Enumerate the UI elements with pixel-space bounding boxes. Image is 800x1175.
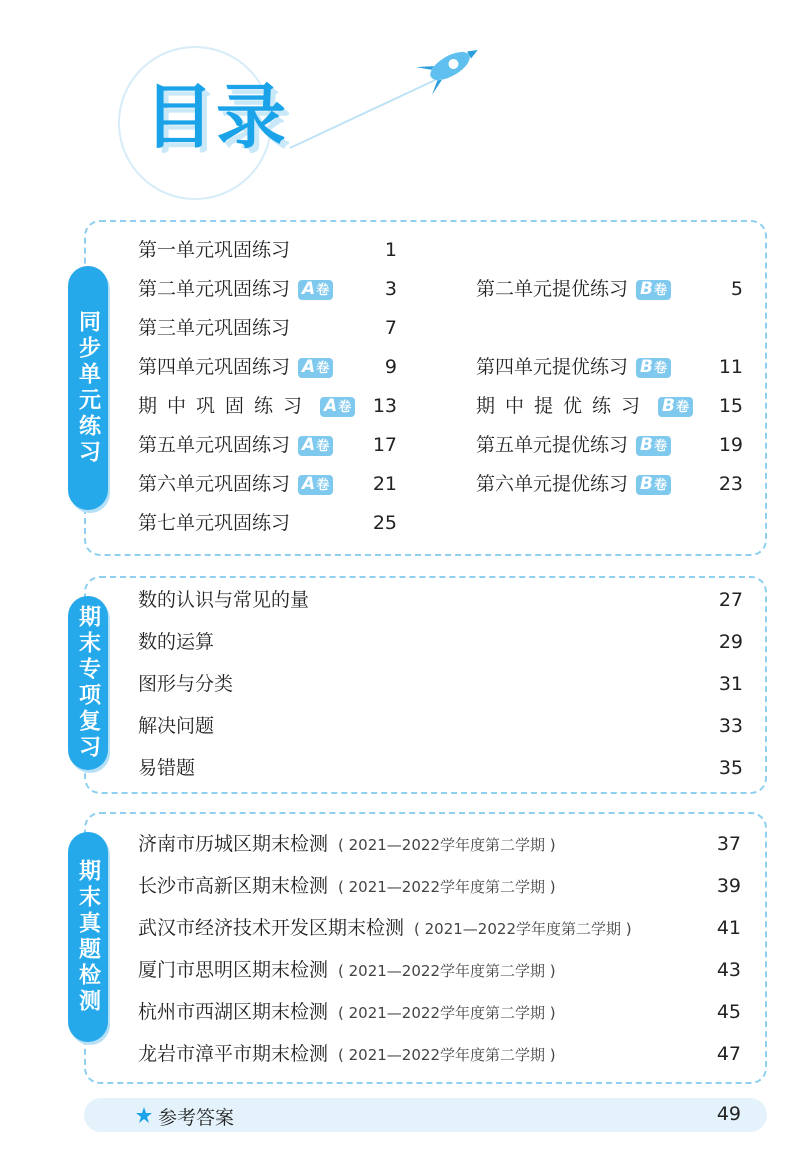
toc-page-number: 5	[730, 278, 743, 300]
volume-badge-text: 卷	[653, 439, 667, 454]
toc-page-number: 23	[718, 473, 743, 495]
toc-entry[interactable]	[138, 511, 290, 535]
volume-badge-letter: B	[662, 396, 675, 416]
volume-badge-text: 卷	[316, 439, 330, 454]
toc-entry[interactable]	[138, 355, 333, 379]
answers-label: 参考答案	[158, 1107, 235, 1129]
section-tab: 期末真题检测	[68, 832, 108, 1042]
rocket-icon	[416, 36, 486, 95]
volume-badge	[298, 436, 333, 456]
volume-badge-text: 卷	[653, 361, 667, 376]
toc-entry[interactable]	[138, 672, 233, 696]
toc-page-number: 35	[718, 757, 743, 779]
page-title: 目录	[144, 76, 288, 158]
term-note: ( 2021—2022学年度第二学期 )	[338, 836, 556, 854]
volume-badge	[298, 358, 333, 378]
toc-page-number: 39	[716, 875, 741, 897]
volume-badge	[636, 475, 671, 495]
volume-badge	[636, 280, 671, 300]
toc-page-number: 17	[372, 434, 397, 456]
toc-entry-label: 长沙市高新区期末检测	[138, 875, 329, 897]
volume-badge-letter: B	[640, 435, 653, 455]
volume-badge	[320, 397, 355, 417]
toc-page-number: 15	[718, 395, 743, 417]
volume-badge-text: 卷	[675, 400, 689, 415]
rocket-trail-line	[290, 74, 448, 148]
toc-page-number: 47	[716, 1043, 741, 1065]
volume-badge	[636, 358, 671, 378]
toc-page-number: 25	[372, 512, 397, 534]
answers-bar[interactable]	[84, 1098, 767, 1132]
toc-page-number: 7	[384, 317, 397, 339]
toc-entry[interactable]	[138, 588, 309, 612]
toc-entry[interactable]	[138, 756, 195, 780]
volume-badge-text: 卷	[316, 478, 330, 493]
toc-entry[interactable]	[138, 238, 290, 262]
volume-badge	[636, 436, 671, 456]
toc-entry-label: 易错题	[138, 757, 196, 779]
rocket-decoration	[0, 0, 800, 200]
toc-page-number: 27	[718, 589, 743, 611]
toc-page-number: 41	[716, 917, 741, 939]
volume-badge-text: 卷	[316, 283, 330, 298]
toc-entry-label: 济南市历城区期末检测	[138, 833, 329, 855]
toc-entry[interactable]	[138, 714, 214, 738]
toc-page-number: 33	[718, 715, 743, 737]
toc-entry-label: 第五单元提优练习	[476, 434, 629, 456]
toc-page-number: 1	[384, 239, 397, 261]
section-tab: 期末专项复习	[68, 596, 108, 770]
toc-entry-label: 第五单元巩固练习	[138, 434, 291, 456]
toc-entry[interactable]	[138, 316, 290, 340]
toc-entry[interactable]	[476, 394, 693, 418]
toc-entry-label: 第一单元巩固练习	[138, 239, 291, 261]
toc-entry[interactable]	[138, 433, 333, 457]
toc-page-number: 3	[384, 278, 397, 300]
section-sync-units	[75, 220, 767, 556]
volume-badge-letter: A	[324, 396, 338, 416]
toc-entry-label: 第六单元巩固练习	[138, 473, 291, 495]
toc-entry-label: 第六单元提优练习	[476, 473, 629, 495]
volume-badge-text: 卷	[316, 361, 330, 376]
toc-page-number: 9	[384, 356, 397, 378]
toc-entry-label: 第七单元巩固练习	[138, 512, 291, 534]
toc-entry[interactable]	[138, 916, 632, 941]
toc-entry[interactable]	[476, 277, 671, 301]
term-note: ( 2021—2022学年度第二学期 )	[338, 1046, 556, 1064]
toc-entry[interactable]	[138, 832, 556, 857]
volume-badge	[658, 397, 693, 417]
toc-entry[interactable]	[138, 394, 355, 418]
volume-badge-letter: B	[640, 357, 653, 377]
toc-page-number: 43	[716, 959, 741, 981]
toc-entry[interactable]	[138, 1042, 556, 1067]
volume-badge-letter: A	[302, 357, 316, 377]
volume-badge-letter: A	[302, 279, 316, 299]
toc-entry-label: 厦门市思明区期末检测	[138, 959, 329, 981]
answers-page: 49	[716, 1103, 741, 1125]
toc-page-number: 13	[372, 395, 397, 417]
toc-page-number: 19	[718, 434, 743, 456]
volume-badge	[298, 280, 333, 300]
term-note: ( 2021—2022学年度第二学期 )	[414, 920, 632, 938]
term-note: ( 2021—2022学年度第二学期 )	[338, 878, 556, 896]
volume-badge-letter: A	[302, 474, 316, 494]
volume-badge-letter: B	[640, 279, 653, 299]
volume-badge-letter: B	[640, 474, 653, 494]
toc-entry-label: 解决问题	[138, 715, 215, 737]
toc-entry[interactable]	[138, 472, 333, 496]
toc-entry-label: 数的运算	[138, 631, 215, 653]
toc-page-number: 45	[716, 1001, 741, 1023]
toc-entry[interactable]	[138, 1000, 556, 1025]
toc-entry-label: 期中提优练习	[476, 395, 651, 417]
toc-entry-label: 数的认识与常见的量	[138, 589, 310, 611]
toc-entry-label: 图形与分类	[138, 673, 234, 695]
toc-page-number: 31	[718, 673, 743, 695]
toc-entry[interactable]	[476, 472, 671, 496]
toc-page-number: 29	[718, 631, 743, 653]
star-icon	[136, 1107, 152, 1123]
term-note: ( 2021—2022学年度第二学期 )	[338, 962, 556, 980]
toc-entry-label: 第三单元巩固练习	[138, 317, 291, 339]
toc-page-number: 21	[372, 473, 397, 495]
toc-entry[interactable]	[476, 433, 671, 457]
volume-badge-text: 卷	[653, 283, 667, 298]
term-note: ( 2021—2022学年度第二学期 )	[338, 1004, 556, 1022]
toc-entry-label: 第四单元提优练习	[476, 356, 629, 378]
volume-badge-text: 卷	[338, 400, 352, 415]
volume-badge-letter: A	[302, 435, 316, 455]
toc-page-number: 11	[718, 356, 743, 378]
toc-entry-label: 武汉市经济技术开发区期末检测	[138, 917, 405, 939]
toc-entry[interactable]	[138, 630, 214, 654]
toc-entry-label: 期中巩固练习	[138, 395, 313, 417]
toc-entry-label: 第二单元提优练习	[476, 278, 629, 300]
toc-entry-label: 第二单元巩固练习	[138, 278, 291, 300]
section-tab: 同步单元练习	[68, 266, 108, 510]
toc-entry[interactable]	[138, 958, 556, 983]
toc-entry-label: 第四单元巩固练习	[138, 356, 291, 378]
volume-badge-text: 卷	[653, 478, 667, 493]
toc-page-number: 37	[716, 833, 741, 855]
toc-entry-label: 龙岩市漳平市期末检测	[138, 1043, 329, 1065]
volume-badge	[298, 475, 333, 495]
toc-entry[interactable]	[476, 355, 671, 379]
toc-entry[interactable]	[138, 277, 333, 301]
toc-entry-label: 杭州市西湖区期末检测	[138, 1001, 329, 1023]
toc-entry[interactable]	[138, 874, 556, 899]
